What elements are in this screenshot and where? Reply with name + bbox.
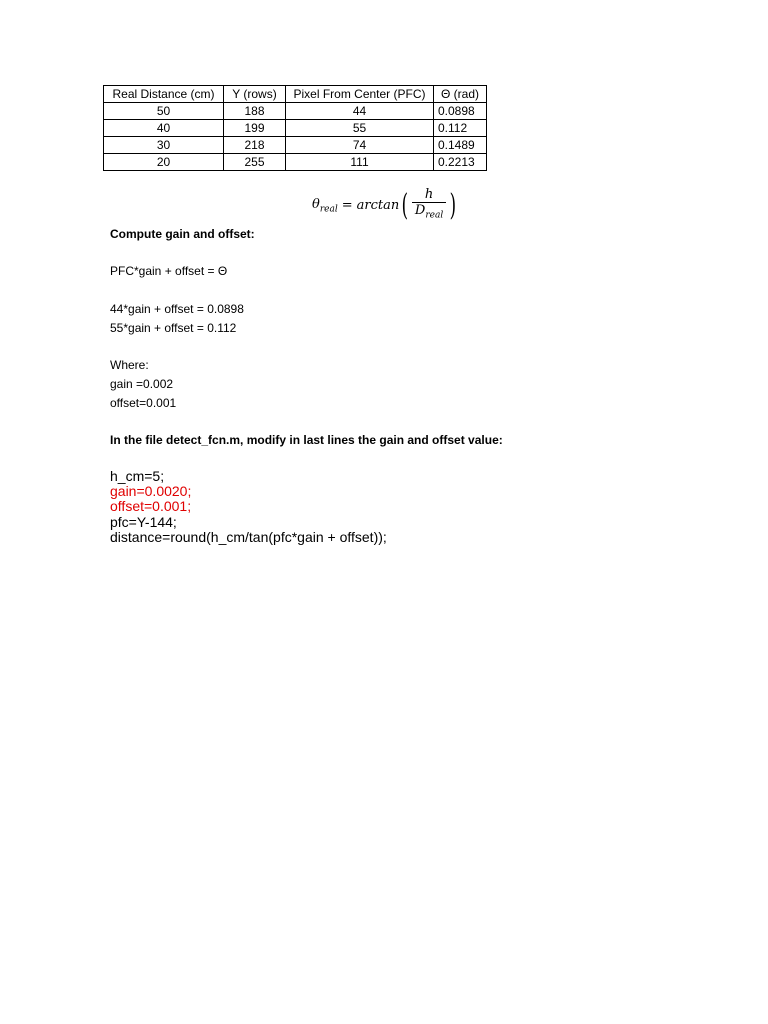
cell-y: 199 (224, 120, 286, 137)
cell-distance: 20 (104, 154, 224, 171)
code-line-distance: distance=round(h_cm/tan(pfc*gain + offset)); (110, 529, 387, 545)
cell-distance: 50 (104, 103, 224, 120)
equation-1: 44*gain + offset = 0.0898 (110, 302, 244, 316)
header-pfc: Pixel From Center (PFC) (286, 86, 434, 103)
cell-pfc: 44 (286, 103, 434, 120)
header-theta: Θ (rad) (434, 86, 487, 103)
cell-pfc: 111 (286, 154, 434, 171)
formula-function: arctan (356, 198, 400, 214)
formula-fraction (412, 188, 446, 224)
table-row (104, 154, 487, 171)
offset-value: offset=0.001 (110, 396, 177, 410)
formula-close-paren: ) (449, 187, 457, 223)
instruction-text: In the file detect_fcn.m, modify in last lines the gain and offset value: (110, 433, 503, 447)
code-line-pfc: pfc=Y-144; (110, 514, 177, 530)
cell-theta: 0.2213 (434, 154, 487, 171)
cell-distance: 30 (104, 137, 224, 154)
formula-open-paren: ( (401, 187, 409, 223)
cell-distance: 40 (104, 120, 224, 137)
cell-pfc: 55 (286, 120, 434, 137)
table-row (104, 137, 487, 154)
cell-y: 218 (224, 137, 286, 154)
table-row (104, 120, 487, 137)
general-equation: PFC*gain + offset = Θ (110, 264, 228, 278)
formula-lhs: $\theta_{real}$ (312, 197, 338, 215)
code-line-gain: gain=0.0020; (110, 483, 192, 499)
table-header-row (104, 86, 487, 103)
equation-2: 55*gain + offset = 0.112 (110, 321, 237, 335)
code-line-offset: offset=0.001; (110, 498, 192, 514)
section-heading: Compute gain and offset: (110, 227, 255, 241)
cell-theta: 0.0898 (434, 103, 487, 120)
formula-numerator: h (424, 187, 434, 202)
arctan-formula (312, 188, 459, 224)
cell-theta: 0.112 (434, 120, 487, 137)
gain-value: gain =0.002 (110, 377, 174, 391)
cell-y: 255 (224, 154, 286, 171)
header-real-distance: Real Distance (cm) (104, 86, 224, 103)
measurement-table (103, 85, 487, 171)
formula-equals: = (341, 198, 353, 214)
table-row (104, 103, 487, 120)
cell-pfc: 74 (286, 137, 434, 154)
where-label: Where: (110, 358, 149, 372)
cell-y: 188 (224, 103, 286, 120)
cell-theta: 0.1489 (434, 137, 487, 154)
code-line-hcm: h_cm=5; (110, 468, 165, 484)
header-y-rows: Y (rows) (224, 86, 286, 103)
formula-denominator: $D_{real}$ (414, 203, 444, 221)
